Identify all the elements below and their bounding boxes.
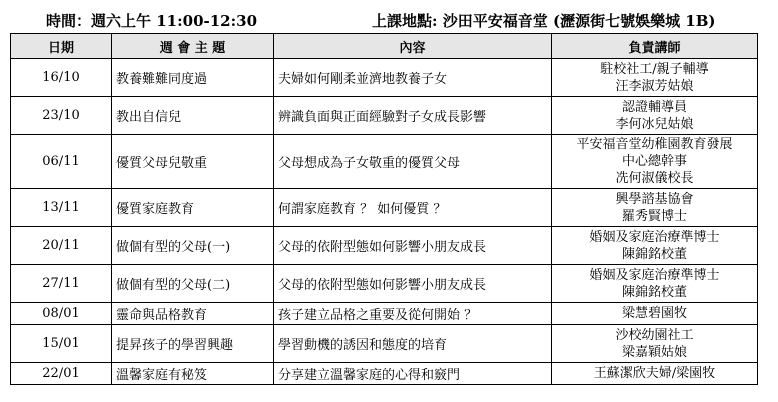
speaker-line: 梁慧碧園牧 xyxy=(621,306,687,321)
session-location: 上課地點: 沙田平安福音堂 (瀝源街七號娛樂城 1B) xyxy=(372,12,716,30)
column-header-content: 內容 xyxy=(274,34,552,59)
speaker-line: 認證輔導員 xyxy=(621,99,687,115)
speaker-line: 汪李淑芳姑娘 xyxy=(615,78,694,94)
row-speaker xyxy=(552,97,758,135)
speaker-line: 梁嘉穎姑娘 xyxy=(621,344,687,360)
speaker-line: 冼何淑儀校長 xyxy=(615,171,694,186)
row-topic: 教養難難同度過 xyxy=(112,59,274,97)
row-topic: 做個有型的父母(一) xyxy=(112,227,274,265)
row-date: 08/01 xyxy=(11,303,112,325)
table-row xyxy=(11,303,758,325)
row-content: 辨識負面與正面經驗對子女成長影響 xyxy=(274,97,552,135)
row-speaker xyxy=(552,135,758,189)
row-content: 何謂家庭教育 ？ 如何優質 ？ xyxy=(274,189,552,227)
speaker-line: 駐校社工/親子輔導 xyxy=(600,61,709,77)
table-row xyxy=(11,135,758,189)
row-topic: 靈命與品格教育 xyxy=(112,303,274,325)
speaker-line: 中心總幹事 xyxy=(621,154,687,169)
table-row xyxy=(11,59,758,97)
row-speaker xyxy=(552,363,758,385)
session-time: 時間：週六上午 11:00-12:30 xyxy=(46,12,258,30)
speaker-line: 王蘇潔欣夫婦/梁園牧 xyxy=(593,366,716,381)
speaker-line: 陳錦銘校董 xyxy=(621,284,687,300)
table-row xyxy=(11,325,758,363)
table-row xyxy=(11,227,758,265)
table-row xyxy=(11,97,758,135)
speaker-line: 興學諮基協會 xyxy=(615,191,694,207)
row-speaker xyxy=(552,189,758,227)
row-speaker xyxy=(552,227,758,265)
table-body xyxy=(11,59,758,385)
row-date: 22/01 xyxy=(11,363,112,385)
row-topic: 提昇孩子的學習興趣 xyxy=(112,325,274,363)
row-date: 16/10 xyxy=(11,59,112,97)
row-topic: 優質家庭教育 xyxy=(112,189,274,227)
speaker-line: 陳錦銘校董 xyxy=(621,246,687,262)
speaker-line: 沙校幼園社工 xyxy=(615,327,694,343)
column-header-topic: 週 會 主 題 xyxy=(112,34,274,59)
speaker-line: 羅秀賢博士 xyxy=(621,208,687,224)
row-date: 20/11 xyxy=(11,227,112,265)
row-topic: 教出自信兒 xyxy=(112,97,274,135)
row-speaker xyxy=(552,325,758,363)
row-content: 孩子建立品格之重要及從何開始 ？ xyxy=(274,303,552,325)
row-topic: 做個有型的父母(二) xyxy=(112,265,274,303)
row-date: 13/11 xyxy=(11,189,112,227)
row-topic: 優質父母兒敬重 xyxy=(112,135,274,189)
row-content: 分享建立溫馨家庭的心得和竅門 xyxy=(274,363,552,385)
speaker-line: 平安福音堂幼稚園教育發展 xyxy=(576,137,733,152)
row-speaker xyxy=(552,303,758,325)
column-header-speaker: 負責講師 xyxy=(552,34,758,59)
row-date: 27/11 xyxy=(11,265,112,303)
table-row xyxy=(11,265,758,303)
row-topic: 溫馨家庭有秘笈 xyxy=(112,363,274,385)
row-content: 父母的依附型態如何影響小朋友成長 xyxy=(274,227,552,265)
row-content: 父母想成為子女敬重的優質父母 xyxy=(274,135,552,189)
row-date: 23/10 xyxy=(11,97,112,135)
column-header-date: 日期 xyxy=(11,34,112,59)
row-content: 夫婦如何剛柔並濟地教養子女 xyxy=(274,59,552,97)
row-speaker xyxy=(552,59,758,97)
row-content: 學習動機的誘因和態度的培育 xyxy=(274,325,552,363)
row-date: 15/01 xyxy=(11,325,112,363)
row-speaker xyxy=(552,265,758,303)
table-row xyxy=(11,363,758,385)
speaker-line: 婚姻及家庭治療準博士 xyxy=(589,229,720,245)
speaker-line: 婚姻及家庭治療準博士 xyxy=(589,267,720,283)
row-date: 06/11 xyxy=(11,135,112,189)
table-header-row xyxy=(11,34,758,59)
schedule-table xyxy=(10,33,758,385)
speaker-line: 李何冰兒姑娘 xyxy=(615,116,694,132)
row-content: 父母的依附型態如何影響小朋友成長 xyxy=(274,265,552,303)
table-row xyxy=(11,189,758,227)
